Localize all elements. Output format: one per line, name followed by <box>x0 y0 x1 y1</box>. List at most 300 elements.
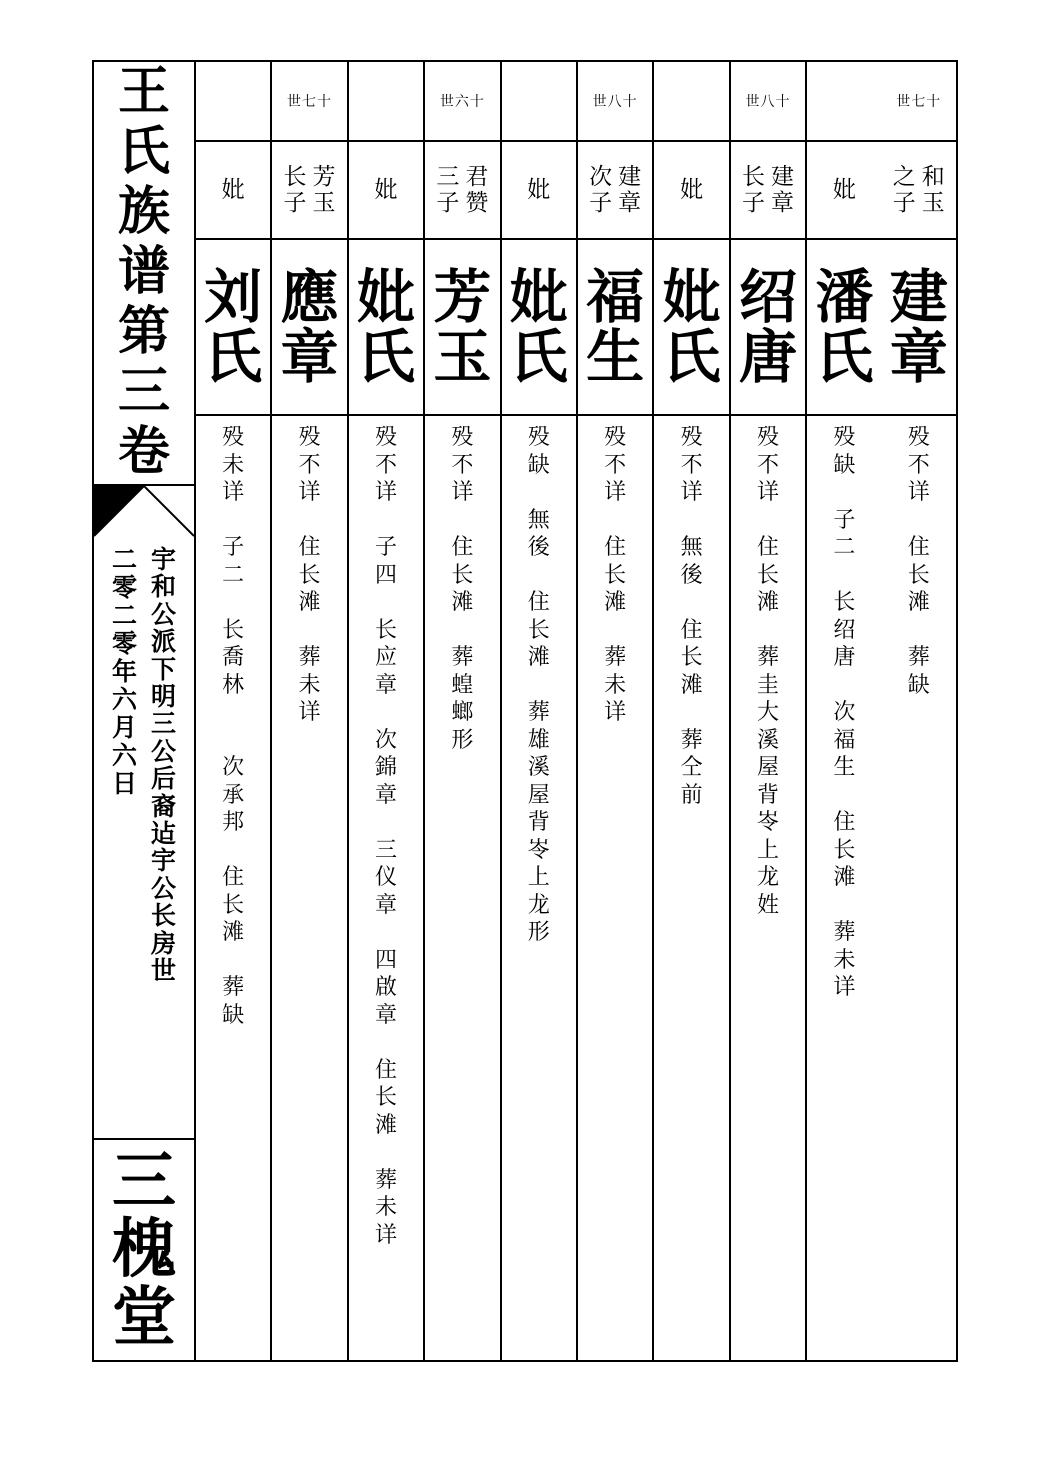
name-char: 妣 <box>662 263 721 331</box>
relation-char: 之 <box>892 164 916 190</box>
detail-char: 生 <box>833 755 856 780</box>
detail-char: 住 <box>604 535 627 560</box>
detail-char: 形 <box>527 920 550 945</box>
name-char: 氏 <box>204 323 263 391</box>
subtitle-char: 宇 <box>151 846 177 876</box>
name-char: 芳 <box>433 263 492 331</box>
detail-char: 应 <box>374 645 397 670</box>
generation-cell <box>502 62 576 142</box>
detail-char: 葬 <box>604 645 627 670</box>
detail-char: 福 <box>833 727 856 753</box>
person-name <box>502 240 576 416</box>
detail-char: 三 <box>374 837 397 863</box>
detail-char <box>382 1029 389 1057</box>
title-char: 族 <box>117 181 170 242</box>
relation-cell <box>272 142 346 240</box>
person-name <box>807 240 881 416</box>
title-char: 氏 <box>117 121 170 182</box>
detail-char <box>841 672 848 700</box>
detail-char <box>841 479 848 507</box>
detail-char: 未 <box>374 1195 397 1220</box>
detail-char: 次 <box>374 727 397 753</box>
detail-char: 详 <box>756 480 779 505</box>
name-char: 應 <box>280 263 339 331</box>
relation-text <box>833 177 856 203</box>
detail-char: 章 <box>374 1002 397 1028</box>
detail-char: 林 <box>222 672 245 698</box>
detail-char: 承 <box>222 782 245 808</box>
subtitle-char: 世 <box>151 956 177 986</box>
detail-char: 四 <box>374 947 397 973</box>
record-column <box>576 62 652 1360</box>
detail-char: 滩 <box>451 590 474 615</box>
date-char: 六 <box>111 741 137 770</box>
detail-char: 葬 <box>527 700 550 725</box>
detail-char: 背 <box>527 810 550 835</box>
generation-cell <box>349 62 423 142</box>
detail-char: 长 <box>451 562 474 588</box>
detail-cell <box>882 416 956 1360</box>
detail-char: 长 <box>374 617 397 643</box>
detail-char: 大 <box>756 700 779 725</box>
detail-cell <box>502 416 576 1360</box>
relation-cell <box>807 142 881 240</box>
relation-text <box>374 177 397 203</box>
person-name <box>578 240 652 416</box>
detail-char: 滩 <box>756 590 779 615</box>
title-char: 王 <box>117 61 170 122</box>
detail-char: 滩 <box>222 920 245 945</box>
name-char: 绍 <box>738 263 797 331</box>
record-column <box>347 62 423 1360</box>
detail-char <box>841 562 848 590</box>
detail-char <box>841 782 848 810</box>
book-title <box>94 62 194 486</box>
detail-char: 不 <box>604 452 627 478</box>
detail-char: 螂 <box>451 700 474 725</box>
generation-cell: 世六十 <box>425 62 499 142</box>
detail-char: 长 <box>374 1085 397 1110</box>
relation-text <box>436 164 459 216</box>
generation-cell: 世八十 <box>731 62 805 142</box>
detail-char <box>382 699 389 727</box>
detail-char: 长 <box>756 562 779 588</box>
name-char: 氏 <box>815 323 874 391</box>
relation-cell <box>654 142 728 240</box>
subtitle-char: 派 <box>151 627 177 657</box>
detail-char <box>688 589 695 617</box>
date-char: 月 <box>111 713 137 742</box>
detail-char: 岺 <box>756 810 779 835</box>
detail-char: 子 <box>374 535 397 560</box>
relation-char: 妣 <box>680 177 704 203</box>
detail-char <box>459 617 466 645</box>
detail-cell <box>196 416 270 1360</box>
detail-char: 屋 <box>527 782 550 808</box>
detail-cell <box>272 416 346 1360</box>
detail-char <box>230 507 237 535</box>
detail-char <box>612 507 619 535</box>
relation-char: 子 <box>589 190 613 216</box>
branch-subtitle <box>151 546 176 1142</box>
relation-cell <box>731 142 805 240</box>
relation-text <box>313 164 336 216</box>
title-char: 三 <box>117 361 170 422</box>
detail-char <box>915 507 922 535</box>
detail-char <box>230 727 237 755</box>
generation-cell: 世七十 <box>882 62 956 142</box>
detail-char: 葬 <box>756 645 779 670</box>
detail-char: 子 <box>833 507 856 533</box>
relation-char: 君 <box>465 164 489 190</box>
detail-char: 無 <box>680 535 703 560</box>
relation-text <box>527 177 550 203</box>
relation-text <box>465 164 488 216</box>
detail-char: 葬 <box>298 645 321 670</box>
name-char: 氏 <box>356 323 415 391</box>
detail-char: 不 <box>907 452 930 478</box>
detail-char: 详 <box>374 1222 397 1248</box>
generation-cell <box>807 62 881 142</box>
detail-char: 雄 <box>527 727 550 753</box>
date-char: 六 <box>111 685 137 714</box>
relation-cell <box>578 142 652 240</box>
detail-char: 详 <box>374 480 397 505</box>
detail-cell <box>578 416 652 1360</box>
person-name <box>731 240 805 416</box>
detail-char: 住 <box>527 590 550 615</box>
subtitle-char: 三 <box>151 709 177 739</box>
detail-char: 章 <box>374 892 397 918</box>
detail-char: 葬 <box>451 645 474 670</box>
hall-name <box>94 1138 194 1360</box>
person-name <box>882 240 956 416</box>
record-column <box>652 62 728 1360</box>
relation-char: 建 <box>770 164 794 190</box>
detail-char: 住 <box>222 865 245 890</box>
detail-char: 不 <box>756 452 779 478</box>
record-column <box>423 62 499 1360</box>
relation-text <box>680 177 703 203</box>
detail-char: 详 <box>907 480 930 505</box>
relation-char: 妣 <box>374 177 398 203</box>
relation-char: 章 <box>618 190 642 216</box>
relation-cell <box>882 142 956 240</box>
subtitle-char: 迠 <box>151 819 177 849</box>
detail-char: 形 <box>451 727 474 753</box>
records-table <box>196 62 956 1360</box>
detail-char: 殁 <box>222 425 245 450</box>
detail-char <box>230 699 237 727</box>
person-name <box>272 240 346 416</box>
relation-text <box>893 164 916 216</box>
name-char: 妣 <box>509 263 568 331</box>
record-column <box>270 62 346 1360</box>
record-column <box>196 62 270 1360</box>
relation-char: 赞 <box>465 190 489 216</box>
detail-char: 长 <box>680 645 703 670</box>
detail-char: 详 <box>604 700 627 725</box>
detail-char <box>230 947 237 975</box>
record-column <box>805 62 881 1360</box>
spine-subtitle-area <box>94 546 194 1142</box>
subtitle-char: 明 <box>151 682 177 712</box>
relation-char: 三 <box>436 164 460 190</box>
detail-char: 葬 <box>907 645 930 670</box>
detail-char: 长 <box>298 562 321 588</box>
detail-char <box>382 1139 389 1167</box>
subtitle-char: 下 <box>151 654 177 684</box>
detail-char: 啟 <box>374 975 397 1000</box>
detail-char: 殁 <box>374 425 397 450</box>
detail-char: 不 <box>680 452 703 478</box>
person-name <box>196 240 270 416</box>
detail-char: 缺 <box>222 1002 245 1028</box>
detail-char: 长 <box>222 617 245 643</box>
detail-char: 住 <box>451 535 474 560</box>
detail-char <box>688 507 695 535</box>
detail-char: 住 <box>298 535 321 560</box>
relation-cell <box>196 142 270 240</box>
name-char: 潘 <box>815 263 874 331</box>
detail-char: 後 <box>680 562 703 588</box>
name-char: 章 <box>280 323 339 391</box>
relation-char: 长 <box>283 164 307 190</box>
detail-char: 未 <box>298 672 321 698</box>
relation-cell <box>349 142 423 240</box>
detail-char: 章 <box>374 672 397 698</box>
relation-text <box>222 177 245 203</box>
detail-char: 背 <box>756 782 779 808</box>
subtitle-char: 公 <box>151 736 177 766</box>
fishtail-ornament <box>94 486 194 546</box>
detail-char: 缺 <box>527 452 550 478</box>
detail-char: 仪 <box>374 865 397 890</box>
subtitle-char: 公 <box>151 873 177 903</box>
detail-char: 详 <box>451 480 474 505</box>
detail-char: 长 <box>222 892 245 918</box>
detail-char: 葬 <box>374 1167 397 1193</box>
detail-char: 未 <box>604 672 627 698</box>
detail-char <box>915 617 922 645</box>
detail-char: 葬 <box>222 975 245 1000</box>
generation-cell <box>196 62 270 142</box>
detail-char: 殁 <box>604 425 627 450</box>
detail-char <box>535 562 542 590</box>
detail-char: 详 <box>833 975 856 1000</box>
detail-char <box>612 617 619 645</box>
detail-char: 缺 <box>907 672 930 698</box>
detail-char <box>382 809 389 837</box>
hall-char: 三 <box>112 1144 176 1219</box>
subtitle-char: 裔 <box>151 791 177 821</box>
detail-char: 二 <box>833 535 856 560</box>
detail-char: 详 <box>298 700 321 725</box>
relation-char: 和 <box>921 164 945 190</box>
detail-char: 滩 <box>680 672 703 698</box>
detail-char: 上 <box>527 865 550 890</box>
name-char: 妣 <box>356 263 415 331</box>
name-char: 唐 <box>738 323 797 391</box>
person-name <box>654 240 728 416</box>
detail-char <box>688 699 695 727</box>
detail-char <box>535 672 542 700</box>
relation-cell <box>425 142 499 240</box>
detail-char: 住 <box>907 535 930 560</box>
detail-char: 未 <box>222 452 245 478</box>
detail-cell <box>349 416 423 1360</box>
detail-char: 长 <box>833 837 856 863</box>
relation-cell <box>502 142 576 240</box>
detail-char: 次 <box>833 700 856 725</box>
detail-char: 殁 <box>833 425 856 450</box>
detail-char: 详 <box>604 480 627 505</box>
person-name <box>349 240 423 416</box>
detail-char <box>382 589 389 617</box>
detail-char: 滩 <box>374 1112 397 1138</box>
detail-char: 详 <box>680 480 703 505</box>
subtitle-char: 后 <box>151 764 177 794</box>
generation-cell: 世八十 <box>578 62 652 142</box>
detail-char: 蝗 <box>451 672 474 698</box>
relation-char: 芳 <box>312 164 336 190</box>
detail-char: 滩 <box>604 590 627 615</box>
detail-char: 长 <box>907 562 930 588</box>
detail-char <box>230 837 237 865</box>
relation-char: 妣 <box>221 177 245 203</box>
subtitle-char: 公 <box>151 599 177 629</box>
generation-cell: 世七十 <box>272 62 346 142</box>
detail-char: 喬 <box>222 645 245 670</box>
detail-char <box>306 507 313 535</box>
subtitle-char: 宇 <box>151 545 177 574</box>
relation-text <box>922 164 945 216</box>
detail-char: 殁 <box>907 425 930 450</box>
record-column <box>882 62 956 1360</box>
compile-date <box>112 546 137 1142</box>
detail-char: 章 <box>374 782 397 808</box>
detail-char: 长 <box>833 590 856 615</box>
detail-char: 錦 <box>374 755 397 780</box>
name-char: 刘 <box>204 263 263 331</box>
detail-char <box>764 507 771 535</box>
detail-char: 無 <box>527 507 550 533</box>
date-char: 零 <box>111 629 137 658</box>
detail-char: 邦 <box>222 810 245 835</box>
detail-char: 不 <box>451 452 474 478</box>
date-char: 日 <box>111 769 137 798</box>
relation-text <box>284 164 307 216</box>
detail-char: 上 <box>756 837 779 863</box>
name-char: 建 <box>889 263 948 331</box>
relation-char: 子 <box>283 190 307 216</box>
genealogy-page <box>92 60 958 1362</box>
date-char: 二 <box>111 601 137 630</box>
detail-char <box>764 617 771 645</box>
hall-char: 堂 <box>112 1280 176 1355</box>
detail-char: 住 <box>680 617 703 643</box>
relation-char: 子 <box>436 190 460 216</box>
detail-char: 龙 <box>756 865 779 890</box>
spine-column <box>94 62 196 1360</box>
detail-char: 龙 <box>527 892 550 918</box>
detail-char: 子 <box>222 535 245 560</box>
detail-char: 前 <box>680 782 703 808</box>
detail-char: 仝 <box>680 755 703 780</box>
relation-char: 次 <box>589 164 613 190</box>
person-name <box>425 240 499 416</box>
detail-char: 四 <box>374 562 397 588</box>
detail-char: 滩 <box>833 865 856 890</box>
detail-char: 溪 <box>756 727 779 753</box>
detail-char: 滩 <box>527 645 550 670</box>
detail-char <box>535 479 542 507</box>
relation-char: 长 <box>741 164 765 190</box>
generation-cell <box>654 62 728 142</box>
detail-char: 姓 <box>756 892 779 918</box>
detail-char: 葬 <box>833 920 856 945</box>
name-char: 玉 <box>433 323 492 391</box>
relation-char: 子 <box>741 190 765 216</box>
relation-text <box>771 164 794 216</box>
title-char: 谱 <box>117 241 170 302</box>
date-char: 零 <box>111 573 137 602</box>
name-char: 章 <box>889 323 948 391</box>
detail-char: 溪 <box>527 755 550 780</box>
detail-cell <box>425 416 499 1360</box>
detail-char: 不 <box>374 452 397 478</box>
detail-char: 详 <box>298 480 321 505</box>
relation-char: 玉 <box>921 190 945 216</box>
detail-char: 唐 <box>833 645 856 670</box>
subtitle-char: 房 <box>151 928 177 958</box>
detail-char: 岺 <box>527 837 550 863</box>
detail-char: 殁 <box>298 425 321 450</box>
detail-char: 住 <box>833 810 856 835</box>
hall-char: 槐 <box>112 1212 176 1287</box>
subtitle-char: 长 <box>151 901 177 931</box>
detail-char: 绍 <box>833 617 856 643</box>
relation-text <box>589 164 612 216</box>
name-char: 福 <box>586 263 645 331</box>
relation-text <box>742 164 765 216</box>
name-char: 氏 <box>509 323 568 391</box>
name-char: 氏 <box>662 323 721 391</box>
title-char: 第 <box>117 301 170 362</box>
relation-char: 章 <box>770 190 794 216</box>
detail-char <box>382 507 389 535</box>
detail-char <box>382 919 389 947</box>
detail-cell <box>807 416 881 1360</box>
relation-char: 玉 <box>312 190 336 216</box>
detail-char: 屋 <box>756 755 779 780</box>
date-char: 年 <box>111 657 137 686</box>
detail-char <box>841 892 848 920</box>
relation-char: 建 <box>618 164 642 190</box>
relation-char: 子 <box>892 190 916 216</box>
detail-char: 住 <box>374 1057 397 1083</box>
detail-char: 圭 <box>756 672 779 698</box>
subtitle-char: 和 <box>151 572 177 602</box>
date-char: 二 <box>111 545 137 574</box>
detail-char: 滩 <box>907 590 930 615</box>
relation-char: 妣 <box>527 177 551 203</box>
detail-char: 缺 <box>833 452 856 478</box>
detail-char <box>230 589 237 617</box>
detail-char <box>459 507 466 535</box>
detail-char: 详 <box>222 480 245 505</box>
detail-char: 滩 <box>298 590 321 615</box>
